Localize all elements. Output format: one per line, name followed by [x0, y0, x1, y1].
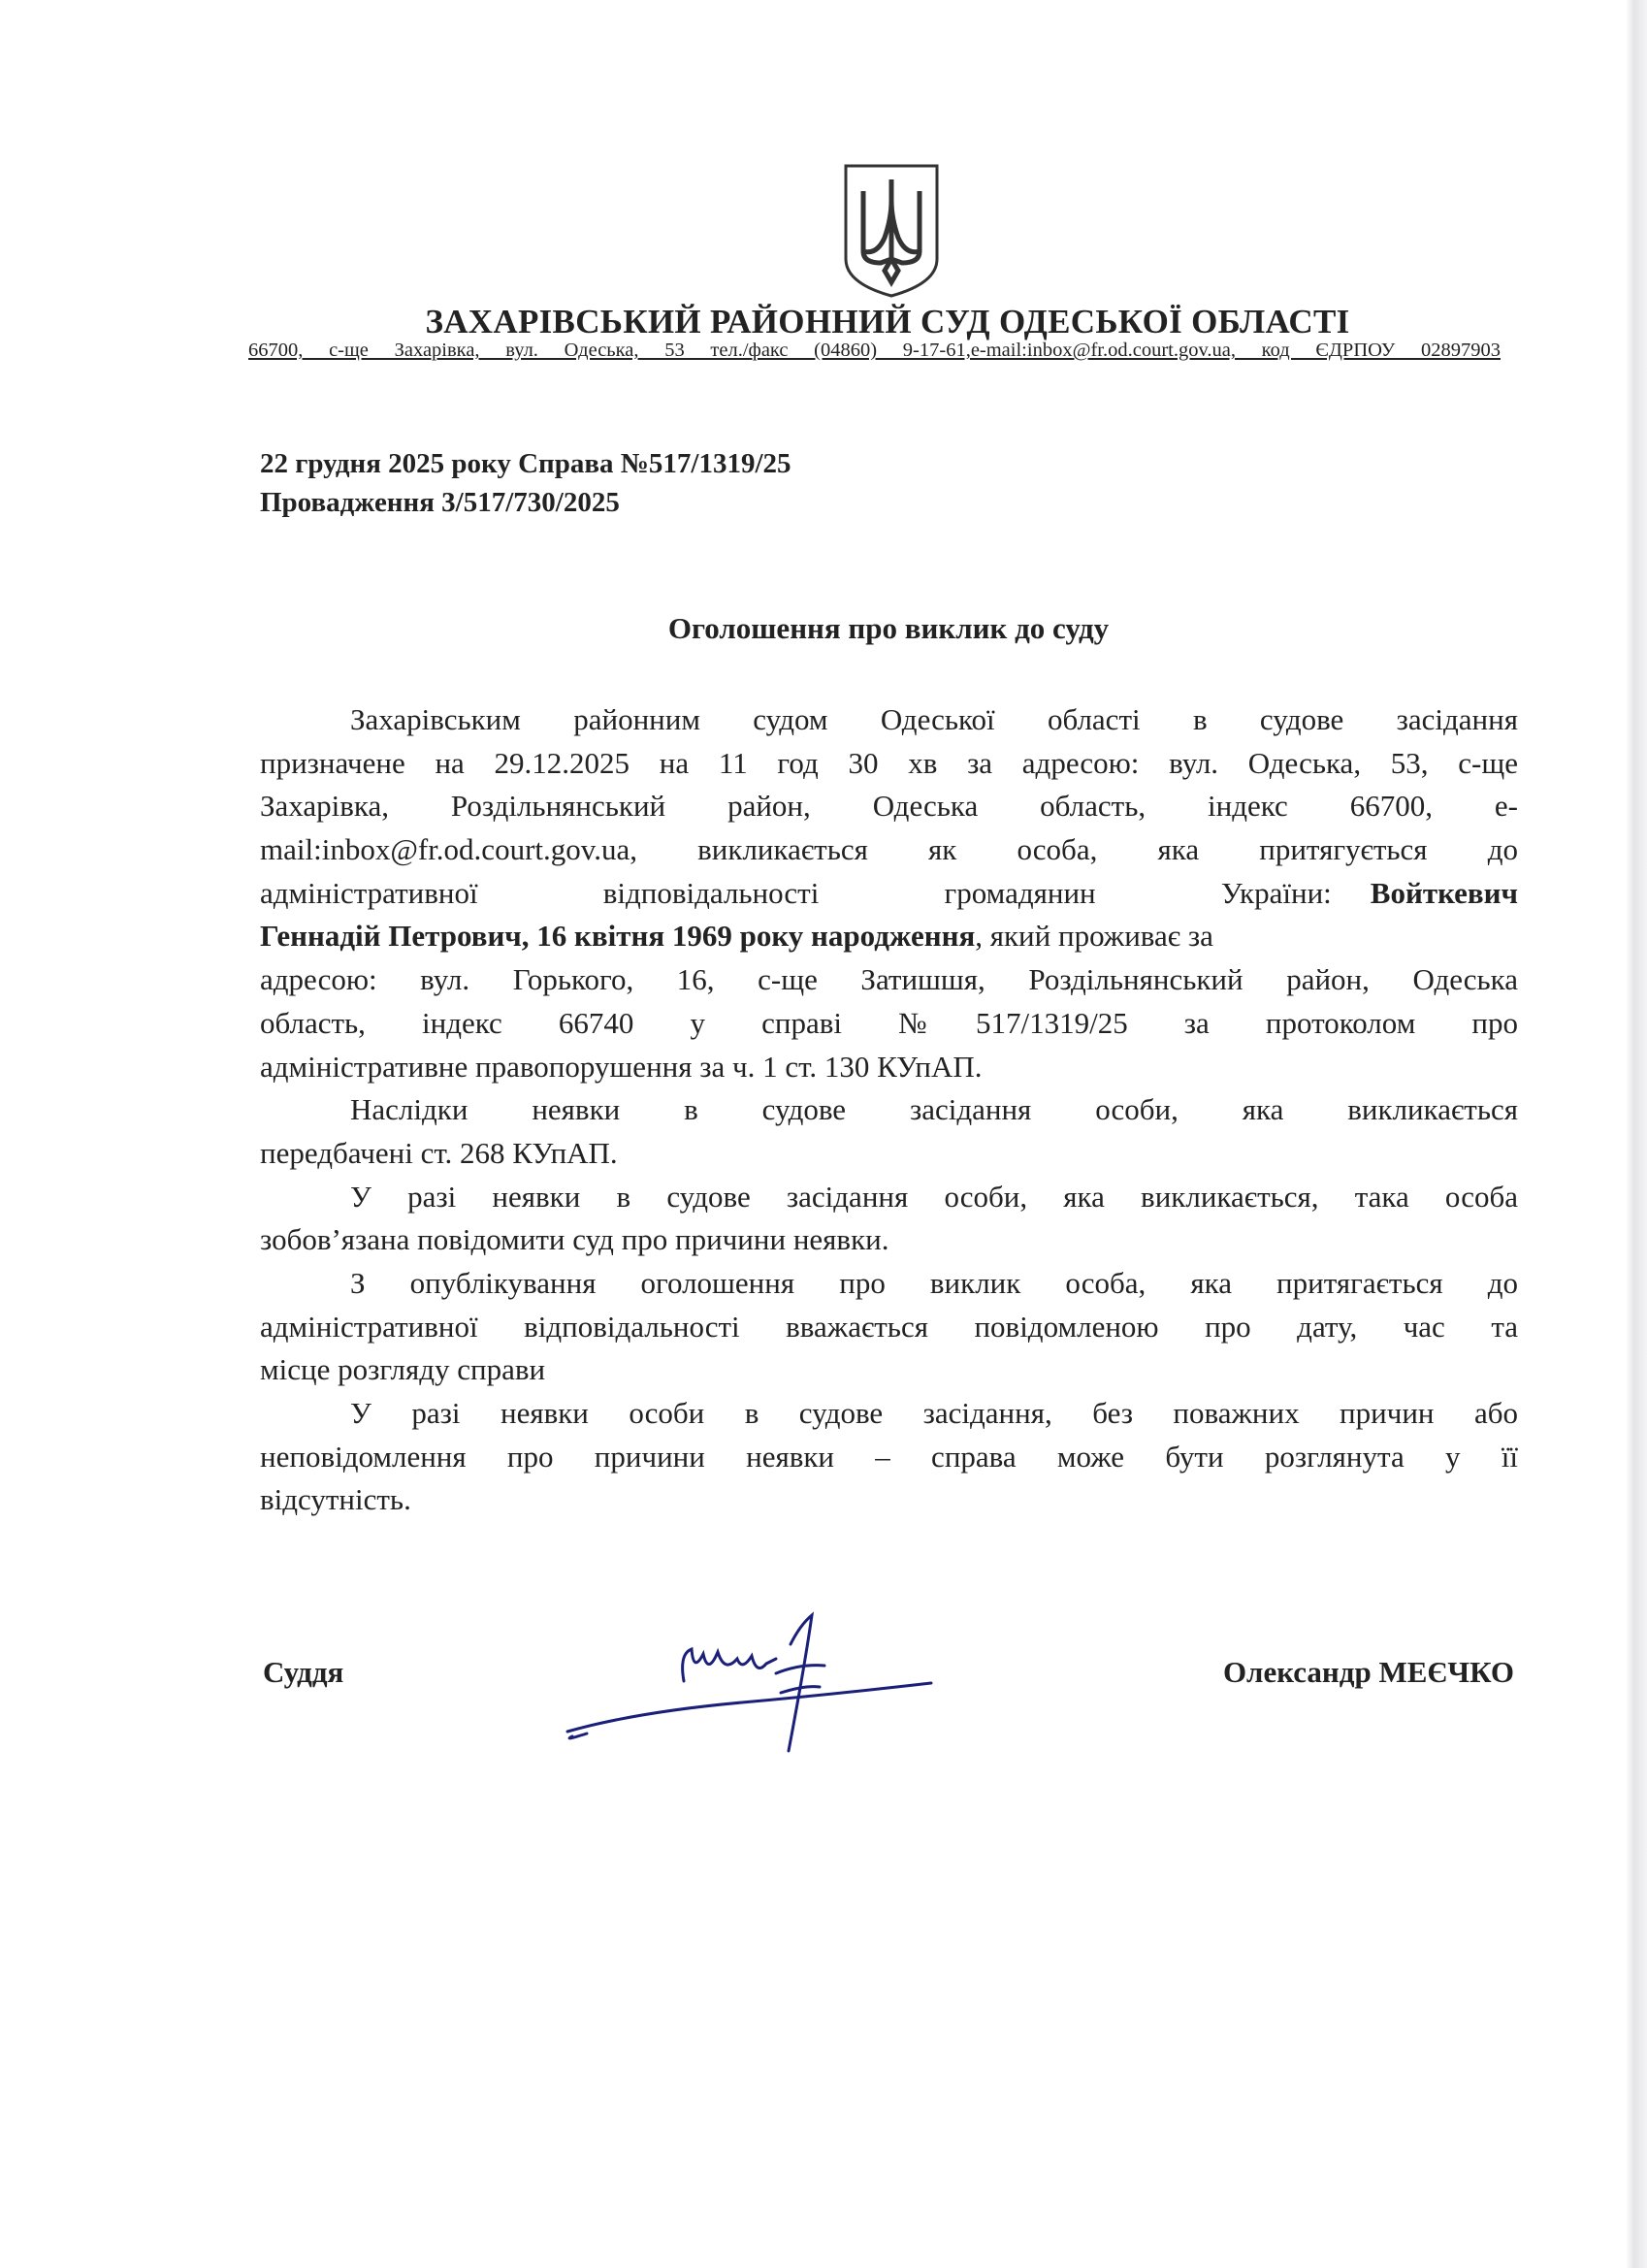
person-surname: Войткевич	[1370, 875, 1518, 910]
court-name: ЗАХАРІВСЬКИЙ РАЙОННИЙ СУД ОДЕСЬКОЇ ОБЛАСТІ	[425, 303, 1350, 340]
person-name-birthdate: Геннадій Петрович, 16 квітня 1969 року народження	[260, 919, 976, 954]
signer-role: Суддя	[263, 1655, 344, 1689]
body-line: неповідомлення про причини неявки – справа може бути розглянута у її	[260, 1439, 1518, 1474]
body-text: адміністративної відповідальності громадянин України:	[260, 875, 1332, 910]
body-line: У разі неявки особи в судове засідання, без поважних причин або	[350, 1396, 1518, 1430]
document-body	[260, 698, 1518, 1522]
body-line: зобов’язана повідомити суд про причини неявки.	[260, 1222, 889, 1257]
body-line	[260, 872, 1518, 916]
body-line: Наслідки неявки в судове засідання особи, яка викликається	[350, 1092, 1518, 1127]
court-address-line: 66700, с-ще Захарівка, вул. Одеська, 53 тел./факс (04860) 9-17-61,e-mail:inbox@fr.od.court.gov.ua, код ЄДРПОУ 02897903	[248, 340, 1501, 361]
proceeding-number: Провадження 3/517/730/2025	[260, 487, 620, 518]
body-line: адресою: вул. Горького, 16, с-ще Затишшя, Роздільнянський район, Одеська	[260, 962, 1518, 997]
body-line: У разі неявки в судове засідання особи, яка викликається, така особа	[350, 1179, 1518, 1214]
handwritten-signature	[558, 1605, 936, 1770]
body-line: З опублікування оголошення про виклик особа, яка притягається до	[350, 1265, 1518, 1300]
body-line: Захарівським районним судом Одеської області в судове засідання	[350, 702, 1518, 736]
body-line: відсутність.	[260, 1482, 411, 1517]
signer-name: Олександр МЕЄЧКО	[1222, 1655, 1514, 1689]
body-line: адміністративне правопорушення за ч. 1 ст. 130 КУпАП.	[260, 1049, 983, 1084]
date-case-number: 22 грудня 2025 року Справа №517/1319/25	[260, 448, 791, 479]
body-line: Захарівка, Роздільнянський район, Одеська область, індекс 66700, е-	[260, 789, 1518, 824]
body-line: область, індекс 66740 у справі №517/1319/25 за протоколом про	[260, 1005, 1518, 1040]
body-line	[260, 915, 1518, 958]
coat-of-arms-icon	[842, 162, 941, 300]
document-heading: Оголошення про виклик до суду	[667, 611, 1110, 645]
body-line: місце розгляду справи	[260, 1352, 546, 1387]
body-line: адміністративної відповідальності вважається повідомленою про дату, час та	[260, 1309, 1518, 1344]
body-line: передбачені ст. 268 КУпАП.	[260, 1135, 618, 1170]
body-line: призначене на 29.12.2025 на 11 год 30 хв за адресою: вул. Одеська, 53, с-ще	[260, 745, 1518, 780]
body-line: mail:inbox@fr.od.court.gov.ua, викликається як особа, яка притягується до	[260, 832, 1518, 867]
body-text: , який проживає за	[975, 919, 1213, 954]
